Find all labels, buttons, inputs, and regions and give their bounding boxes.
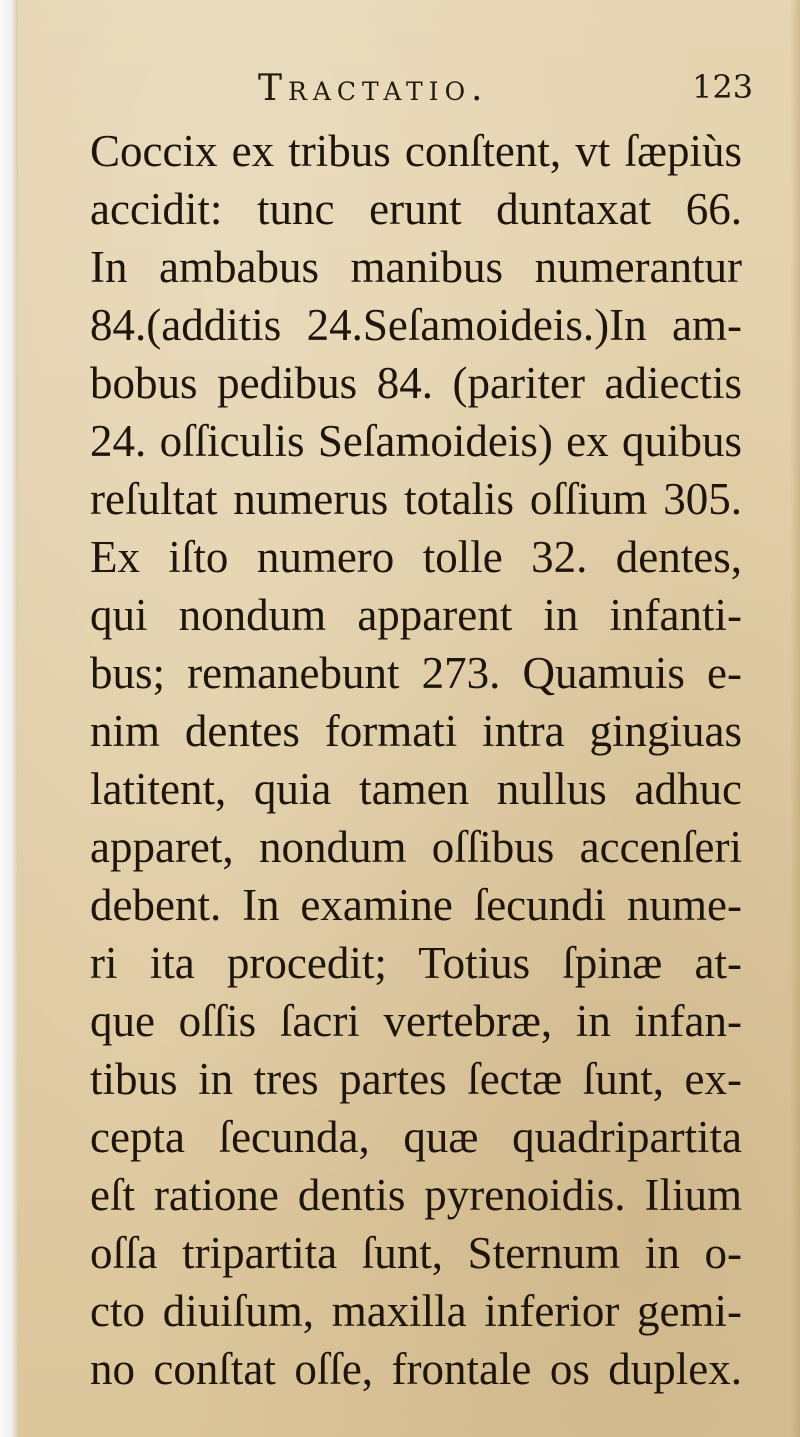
text-line: Coccix ex tribus conſtent, vt ſæpiùs bbox=[90, 126, 742, 176]
text-line: cepta ſecunda, quæ quadripartita bbox=[90, 1112, 742, 1162]
text-line: 84.(additis 24.Seſamoideis.)In am- bbox=[90, 300, 742, 350]
text-line: bus; remanebunt 273. Quamuis e- bbox=[90, 648, 742, 698]
text-line: bobus pedibus 84. (pariter adiectis bbox=[90, 358, 742, 408]
text-line: nim dentes formati intra gingiuas bbox=[90, 706, 742, 756]
text-line: latitent, quia tamen nullus adhuc bbox=[90, 764, 742, 814]
running-title: Tractatio. bbox=[258, 68, 489, 109]
text-line: Ex iſto numero tolle 32. dentes, bbox=[90, 532, 742, 582]
text-line: reſultat numerus totalis oſſium 305. bbox=[90, 474, 742, 524]
text-line: accidit: tunc erunt duntaxat 66. bbox=[90, 184, 742, 234]
text-line: oſſa tripartita ſunt, Sternum in o- bbox=[90, 1228, 742, 1278]
text-line: no conſtat oſſe, frontale os duplex. bbox=[90, 1344, 742, 1394]
text-line: qui nondum apparent in infanti- bbox=[90, 590, 742, 640]
text-line: debent. In examine ſecundi nume- bbox=[90, 880, 742, 930]
running-head bbox=[0, 68, 800, 118]
page-number: 123 bbox=[692, 68, 754, 106]
text-line: apparet, nondum oſſibus accenſeri bbox=[90, 822, 742, 872]
body-text bbox=[90, 122, 742, 1398]
text-line: In ambabus manibus numerantur bbox=[90, 242, 742, 292]
text-line: eſt ratione dentis pyrenoidis. Ilium bbox=[90, 1170, 742, 1220]
text-line: cto diuiſum, maxilla inferior gemi- bbox=[90, 1286, 742, 1336]
text-line: 24. oſſiculis Seſamoideis) ex quibus bbox=[90, 416, 742, 466]
scan-margin bbox=[0, 0, 18, 1437]
text-line: ri ita procedit; Totius ſpinæ at- bbox=[90, 938, 742, 988]
text-line: tibus in tres partes ſectæ ſunt, ex- bbox=[90, 1054, 742, 1104]
text-line: que oſſis ſacri vertebræ, in infan- bbox=[90, 996, 742, 1046]
page-edge-shadow bbox=[790, 0, 800, 1437]
